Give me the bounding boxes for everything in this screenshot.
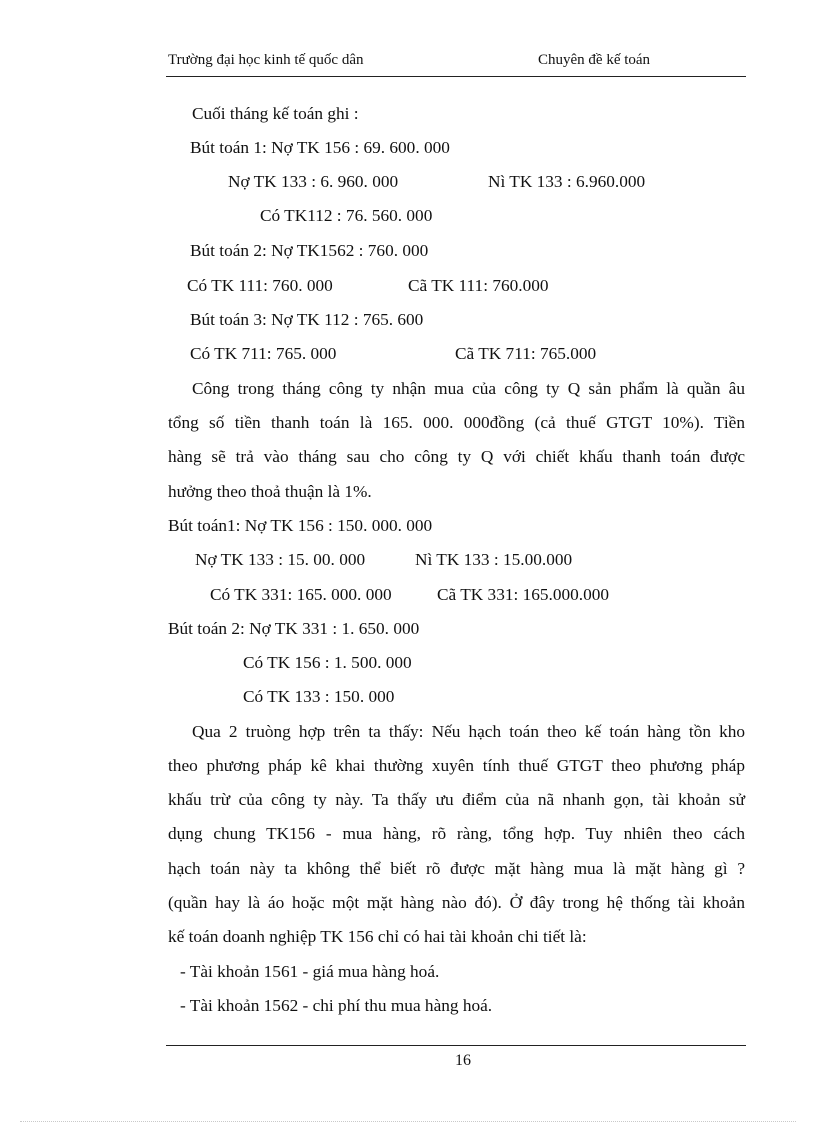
- paragraph-line: kế toán doanh nghiệp TK 156 chỉ có hai tài khoản chi tiết là:: [168, 927, 587, 946]
- entry-line: Nì TK 133 : 15.00.000: [415, 550, 573, 569]
- footer-rule: [166, 1045, 746, 1046]
- header-topic: Chuyên đề kế toán: [538, 52, 651, 68]
- paragraph-line: Qua 2 truòng hợp trên ta thấy: Nếu hạch toán theo kế toán hàng tồn kho: [192, 722, 745, 741]
- paragraph-line: hưởng theo thoả thuận là 1%.: [168, 482, 372, 501]
- entry-line: Cã TK 111: 760.000: [408, 276, 549, 295]
- page-edge-divider: [20, 1121, 796, 1122]
- entry-intro: Cuối tháng kế toán ghi :: [192, 104, 359, 123]
- paragraph-line: theo phương pháp kê khai thường xuyên tính thuế GTGT theo phương pháp: [168, 756, 745, 775]
- entry-line: Bút toán1: Nợ TK 156 : 150. 000. 000: [168, 516, 433, 535]
- entry-line: Bút toán 2: Nợ TK1562 : 760. 000: [190, 241, 429, 260]
- entry-line: Nợ TK 133 : 15. 00. 000: [195, 550, 366, 569]
- bullet-item: - Tài khoản 1561 - giá mua hàng hoá.: [180, 962, 440, 981]
- entry-line: Có TK112 : 76. 560. 000: [260, 206, 433, 225]
- bullet-item: - Tài khoản 1562 - chi phí thu mua hàng hoá.: [180, 996, 493, 1015]
- entry-line: Có TK 711: 765. 000: [190, 344, 337, 363]
- entry-line: Bút toán 3: Nợ TK 112 : 765. 600: [190, 310, 424, 329]
- entry-line: Nợ TK 133 : 6. 960. 000: [228, 172, 399, 191]
- entry-line: Bút toán 1: Nợ TK 156 : 69. 600. 000: [190, 138, 450, 157]
- entry-line: Bút toán 2: Nợ TK 331 : 1. 650. 000: [168, 619, 420, 638]
- paragraph-line: (quần hay là áo hoặc một mặt hàng nào đó). Ở đây trong hệ thống tài khoản: [168, 893, 745, 912]
- paragraph-line: hàng sẽ trả vào tháng sau cho công ty Q với chiết khấu thanh toán được: [168, 447, 745, 466]
- paragraph-line: khấu trừ của công ty này. Ta thấy ưu điểm của nã nhanh gọn, tài khoản sử: [168, 790, 745, 809]
- paragraph-line: Công trong tháng công ty nhận mua của công ty Q sản phẩm là quần âu: [192, 379, 745, 398]
- header-school: Trường đại học kinh tế quốc dân: [168, 52, 364, 68]
- entry-line: Có TK 331: 165. 000. 000: [210, 585, 392, 604]
- entry-line: Có TK 156 : 1. 500. 000: [243, 653, 412, 672]
- entry-line: Cã TK 711: 765.000: [455, 344, 597, 363]
- paragraph-line: tổng số tiền thanh toán là 165. 000. 000đồng (cả thuế GTGT 10%). Tiền: [168, 413, 745, 432]
- entry-line: Có TK 111: 760. 000: [187, 276, 333, 295]
- entry-line: Cã TK 331: 165.000.000: [437, 585, 610, 604]
- header-rule: [166, 76, 746, 77]
- paragraph-line: dụng chung TK156 - mua hàng, rõ ràng, tổng hợp. Tuy nhiên theo cách: [168, 824, 745, 843]
- page-number: 16: [455, 1052, 471, 1069]
- paragraph-line: hạch toán này ta không thể biết rõ được mặt hàng mua là mặt hàng gì ?: [168, 859, 745, 878]
- entry-line: Có TK 133 : 150. 000: [243, 687, 395, 706]
- entry-line: Nì TK 133 : 6.960.000: [488, 172, 646, 191]
